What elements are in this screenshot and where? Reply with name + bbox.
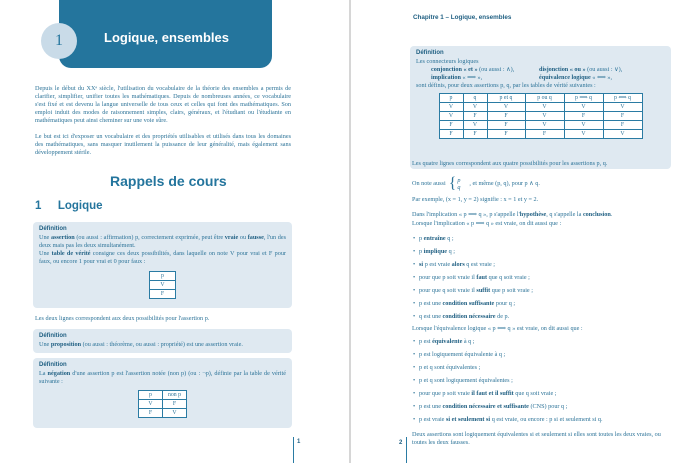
implication-intro: Lorsque l'implication « p ⟹ q » est vraie, on dit aussi que :: [412, 220, 562, 227]
table-cell: F: [564, 112, 603, 121]
intro-paragraph-2: Le but est ici d'exposer un vocabulaire et des propriétés utilisables et utilisés dans tous les domaines des mathématiques, sans masquer inutilement la puissance de leur généralité, mais également sans développement stérile.: [35, 133, 291, 157]
folio-rule: [406, 437, 407, 463]
text: implique: [423, 248, 448, 255]
text: à q ;: [462, 338, 475, 345]
table-header: p: [439, 94, 463, 103]
text: entraîne: [423, 235, 446, 242]
table-header-row: [439, 94, 642, 103]
brace-bottom: q: [457, 184, 461, 191]
page-number: 1: [297, 439, 301, 445]
text: pour que q soit vraie il: [419, 287, 477, 294]
connector-implication: [431, 74, 539, 82]
table-cell: V: [487, 103, 525, 112]
equivalence-intro: Lorsque l'équivalence logique « p ⟺ q » est vraie, on dit aussi que :: [412, 325, 583, 332]
list-item: [419, 261, 495, 269]
text: (ou aussi : ∨),: [585, 66, 623, 74]
connector-equivalence: [539, 74, 679, 82]
text: ou: [238, 234, 248, 241]
list-item: [419, 248, 455, 256]
text: q est vraie ;: [464, 261, 495, 268]
text: p et q sont logiquement équivalentes ;: [419, 377, 513, 384]
text: si: [419, 261, 424, 268]
table-cell: V: [564, 130, 603, 139]
table-cell: V: [139, 400, 163, 409]
text: que q soit vraie ;: [513, 390, 557, 397]
text: alors: [451, 261, 465, 268]
table-cell: F: [150, 290, 176, 299]
text: La: [39, 370, 48, 377]
part-title: Rappels de cours: [110, 173, 227, 189]
table-row: [150, 272, 176, 281]
table-cell: V: [439, 112, 463, 121]
chapter-banner: [59, 0, 272, 68]
definition-intro: Les connecteurs logiques: [416, 58, 479, 65]
text: p est vraie: [423, 261, 452, 268]
table-header: p ⟹ q: [564, 94, 603, 103]
table-cell: F: [439, 121, 463, 130]
table-header: q: [463, 94, 487, 103]
text: pour que p soit vraie il: [419, 274, 477, 281]
table-cell: V: [439, 103, 463, 112]
section-number: 1: [35, 200, 42, 212]
text: , l'un des deux mais pas les deux simultanément.: [39, 234, 287, 250]
brace-stack: [457, 177, 469, 191]
text: suffit: [476, 287, 491, 294]
table-row: [439, 103, 642, 112]
text: , q s'appelle la: [546, 211, 583, 218]
text: condition nécessaire: [442, 313, 496, 320]
text: Une: [39, 234, 51, 241]
table-cell: F: [487, 112, 525, 121]
table-cell: V: [603, 103, 642, 112]
table-cell: V: [525, 112, 564, 121]
text: q ;: [447, 248, 455, 255]
table-cell: F: [463, 112, 487, 121]
text: (CNS) pour q ;: [528, 403, 568, 410]
right-page: [351, 0, 700, 463]
text: disjonction « ou »: [539, 66, 586, 74]
table-cell: F: [139, 409, 163, 418]
table-row: [150, 281, 176, 290]
table-header: p et q: [487, 94, 525, 103]
table-cell: F: [487, 121, 525, 130]
table-cell: V: [564, 121, 603, 130]
term-assertion: assertion: [50, 234, 75, 241]
chapter-title: Logique, ensembles: [104, 30, 229, 45]
table-header: p ⟺ q: [603, 94, 642, 103]
truth-table-negation: [138, 390, 187, 418]
text: « ⟹ »,: [460, 74, 483, 82]
text: p est une: [419, 403, 443, 410]
list-item: [419, 235, 454, 243]
list-item: [419, 390, 557, 398]
text: q est vraie, ou encore : p si et seulement si q.: [490, 416, 603, 423]
table-cell: V: [564, 103, 603, 112]
definition-text: [39, 370, 286, 386]
list-item: [419, 351, 505, 359]
text: (ou aussi : affirmation) p, correctement exprimée, peut être: [74, 234, 225, 241]
table-header: p ou q: [525, 94, 564, 103]
text: condition suffisante: [442, 300, 495, 307]
list-item: [419, 313, 509, 321]
notation-line: [412, 177, 672, 191]
text: p est vraie: [419, 416, 446, 423]
table-cell: V: [525, 103, 564, 112]
text: il faut et il suffit: [471, 390, 514, 397]
table-cell: F: [439, 130, 463, 139]
term-conclusion: conclusion: [582, 211, 611, 218]
table-cell: F: [163, 400, 187, 409]
section-heading: [35, 200, 103, 212]
table-cell: non p: [163, 391, 187, 400]
list-item: [419, 377, 513, 385]
text: .: [610, 211, 613, 218]
definition-heading: Définition: [39, 226, 67, 232]
definition-heading: Définition: [416, 50, 444, 56]
text: que p soit vraie ;: [490, 287, 533, 294]
after-def1-text: Les deux lignes correspondent aux deux possibilités pour l'assertion p.: [35, 315, 210, 322]
table-cell: F: [603, 112, 642, 121]
text: Une: [39, 250, 52, 258]
connector-disjonction: [539, 66, 679, 74]
text: équivalente: [432, 338, 463, 345]
table-cell: V: [463, 103, 487, 112]
definition-box-proposition: [33, 329, 292, 353]
table-row: [439, 121, 642, 130]
table-row: [150, 290, 176, 299]
text: Une: [39, 341, 51, 348]
definition-text: [39, 341, 286, 349]
list-item: [419, 364, 480, 372]
text: condition nécessaire et suffisante: [442, 403, 529, 410]
text: conjonction « et »: [431, 66, 478, 74]
definition-text: [39, 234, 286, 266]
definition-heading: Définition: [39, 333, 67, 339]
text: d'une assertion p est l'assertion notée (non p) (ou : ¬p), définie par la table de vérité suivante :: [39, 370, 286, 386]
table-row: [139, 391, 187, 400]
text: si et seulement si: [445, 416, 491, 423]
table-cell: F: [487, 130, 525, 139]
table-row: [139, 409, 187, 418]
closing-paragraph: Deux assertions sont logiquement équivalentes si et seulement si elles sont toutes les deux vraies, ou toutes les deux fausses.: [412, 431, 661, 447]
chapter-number-badge: 1: [41, 23, 77, 59]
text: (ou aussi : ∧),: [477, 66, 515, 74]
folio-rule: [293, 437, 294, 463]
table-cell: V: [525, 121, 564, 130]
text: pour que p soit vraie: [419, 390, 472, 397]
after-table-text: Les quatre lignes correspondent aux quatre possibilités pour les assertions p, q.: [412, 160, 608, 167]
text: q ;: [445, 235, 454, 242]
list-item: [419, 403, 567, 411]
table-cell: V: [603, 130, 642, 139]
text: « ⟺ »,: [590, 74, 612, 82]
page-number: 2: [399, 440, 403, 446]
term-proposition: proposition: [50, 341, 82, 348]
table-cell: F: [525, 130, 564, 139]
term-fausse: fausse: [247, 234, 264, 241]
table-cell: F: [463, 130, 487, 139]
example-line: Par exemple, (x = 1, y = 2) signifie : x = 1 et y = 2.: [412, 196, 539, 203]
term-table-de-verite: table de vérité: [51, 250, 91, 258]
definition-heading: Définition: [39, 362, 67, 368]
text: p est: [419, 338, 433, 345]
text: p et q sont équivalentes ;: [419, 364, 481, 371]
list-item: [419, 338, 475, 346]
definition-outro: sont définis, pour deux assertions p, q, par les tables de vérité suivantes :: [416, 82, 596, 90]
section-title: Logique: [57, 200, 103, 212]
table-cell: p: [150, 272, 176, 281]
term-negation: négation: [47, 370, 71, 377]
text: p est logiquement équivalente à q ;: [419, 351, 506, 358]
list-item: [419, 274, 530, 282]
running-head: Chapitre 1 – Logique, ensembles: [413, 14, 512, 21]
text: pour q ;: [494, 300, 516, 307]
table-cell: V: [150, 281, 176, 290]
implication-line: [412, 211, 682, 219]
table-cell: V: [163, 409, 187, 418]
text: faut: [476, 274, 488, 281]
text: , et même (p, q), pour p ∧ q.: [469, 179, 540, 187]
text: On note aussi: [412, 179, 446, 187]
text: implication: [431, 74, 461, 82]
text: équivalence logique: [539, 74, 591, 82]
brace-top: p: [457, 177, 461, 184]
list-item: [419, 287, 533, 295]
table-cell: V: [463, 121, 487, 130]
table-row: [439, 112, 642, 121]
text: que q soit vraie ;: [487, 274, 530, 281]
list-item: [419, 416, 603, 424]
intro-paragraph-1: Depuis le début du XXᵉ siècle, l'utilisation du vocabulaire de la théorie des ensembles a permis de clarifier, simplifier, unifier toutes les mathématiques. Depuis de nombreuses années, ce vocabulaire s'est fixé et est devenu la langue universelle de tous ceux et celles qui font des mathématiques. Son emploi induit des modes de raisonnement simples, clairs, généraux, et l'étudiant ou l'étudiante en mathématiques peut ainsi cheminer sur une voie sûre.: [35, 85, 291, 125]
text: p: [419, 235, 424, 242]
text: p est une: [419, 300, 443, 307]
left-page: [0, 0, 349, 463]
text: Dans l'implication « p ⟹ q », p s'appelle l': [412, 211, 520, 218]
text: p: [419, 248, 424, 255]
table-cell: p: [139, 391, 163, 400]
connectors-list: [416, 66, 665, 82]
term-hypothese: hypothèse: [519, 211, 547, 218]
definition-box-negation: [33, 358, 292, 428]
text: consigne ces deux possibilités, dans laquelle on note V pour vrai et F pour faux, ou encore 1 pour vrai et 0 pour faux :: [39, 250, 286, 266]
table-row: [139, 400, 187, 409]
truth-table-connectors: [439, 93, 643, 139]
table-cell: F: [603, 121, 642, 130]
connector-conjonction: [431, 66, 539, 74]
text: de p.: [495, 313, 510, 320]
term-vraie: vraie: [224, 234, 239, 241]
text: (ou aussi : théorème, ou aussi : propriété) est une assertion vraie.: [81, 341, 243, 348]
table-row: [439, 130, 642, 139]
definition-box-connectors: [410, 46, 671, 169]
truth-table-p: [149, 271, 176, 299]
definition-box-assertion: [33, 222, 292, 308]
brace-icon: {: [448, 175, 457, 192]
list-item: [419, 300, 515, 308]
text: q est une: [419, 313, 443, 320]
